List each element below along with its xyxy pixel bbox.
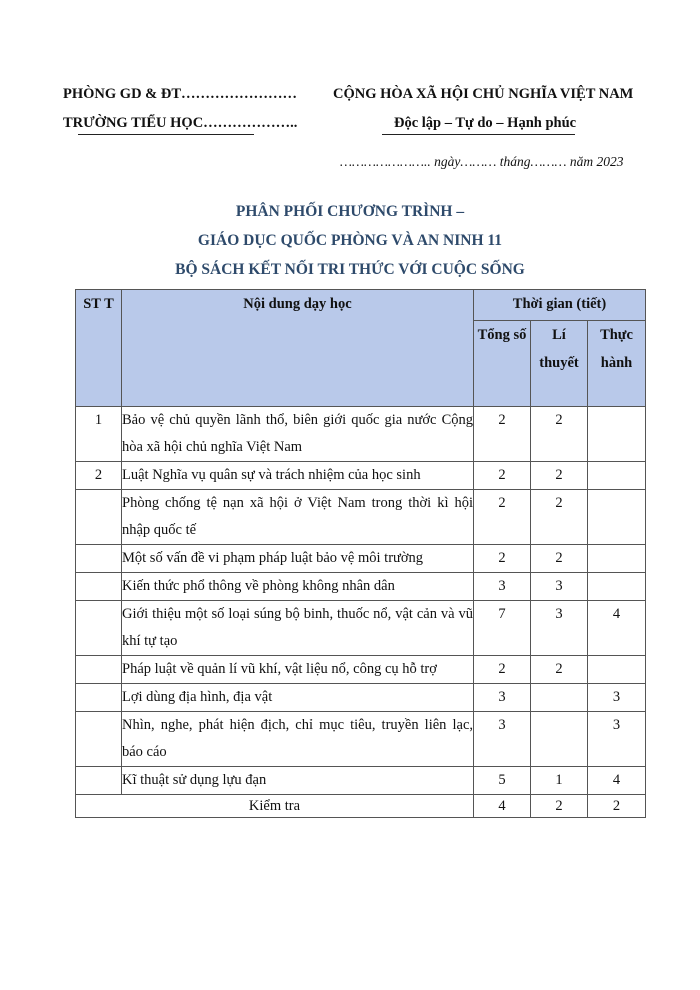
row-practice	[588, 545, 646, 573]
table-row	[76, 490, 646, 545]
motto-label: Độc lập – Tự do – Hạnh phúc	[394, 115, 577, 131]
date-line: ………………….. ngày……… tháng……… năm 2023	[340, 154, 624, 169]
row-stt	[76, 767, 122, 795]
row-practice: 4	[588, 767, 646, 795]
row-stt	[76, 656, 122, 684]
row-total: 2	[474, 462, 531, 490]
row-practice	[588, 656, 646, 684]
motto-underline	[382, 134, 575, 135]
row-total: 7	[474, 601, 531, 656]
table-row	[76, 767, 646, 795]
row-total: 2	[474, 490, 531, 545]
col-header-theory: Lí thuyết	[531, 321, 588, 407]
row-theory: 2	[531, 656, 588, 684]
row-theory: 3	[531, 573, 588, 601]
exam-label: Kiểm tra	[76, 795, 474, 818]
row-content: Kĩ thuật sử dụng lựu đạn	[122, 767, 474, 795]
row-stt	[76, 490, 122, 545]
row-total: 3	[474, 573, 531, 601]
row-total: 2	[474, 545, 531, 573]
row-total: 2	[474, 656, 531, 684]
row-content: Lợi dùng địa hình, địa vật	[122, 684, 474, 712]
row-stt	[76, 712, 122, 767]
row-content: Phòng chống tệ nạn xã hội ở Việt Nam trong thời kì hội nhập quốc tế	[122, 490, 474, 545]
row-stt: 2	[76, 462, 122, 490]
col-header-content: Nội dung dạy học	[122, 290, 474, 407]
row-theory: 3	[531, 601, 588, 656]
table-row	[76, 573, 646, 601]
exam-total: 4	[474, 795, 531, 818]
row-practice: 3	[588, 712, 646, 767]
table-row	[76, 712, 646, 767]
row-theory: 2	[531, 490, 588, 545]
curriculum-table	[75, 289, 646, 818]
row-theory: 2	[531, 545, 588, 573]
row-stt	[76, 573, 122, 601]
row-theory: 1	[531, 767, 588, 795]
row-theory: 2	[531, 462, 588, 490]
exam-theory: 2	[531, 795, 588, 818]
row-total: 2	[474, 407, 531, 462]
row-total: 5	[474, 767, 531, 795]
school-underline	[78, 134, 254, 135]
row-practice	[588, 573, 646, 601]
exam-practice: 2	[588, 795, 646, 818]
row-content: Giới thiệu một số loại súng bộ binh, thuốc nổ, vật cản và vũ khí tự tạo	[122, 601, 474, 656]
table-row	[76, 407, 646, 462]
school-label: TRƯỜNG TIỂU HỌC………………..	[63, 115, 298, 131]
col-header-stt: ST T	[76, 290, 122, 407]
row-total: 3	[474, 712, 531, 767]
row-content: Bảo vệ chủ quyền lãnh thổ, biên giới quốc gia nước Cộng hòa xã hội chủ nghĩa Việt Nam	[122, 407, 474, 462]
row-practice: 4	[588, 601, 646, 656]
row-theory	[531, 684, 588, 712]
doc-title-line-1: PHÂN PHỐI CHƯƠNG TRÌNH –	[235, 203, 465, 220]
table-row	[76, 684, 646, 712]
table-row	[76, 545, 646, 573]
republic-label: CỘNG HÒA XÃ HỘI CHỦ NGHĨA VIỆT NAM	[333, 86, 634, 102]
row-practice	[588, 490, 646, 545]
table-row	[76, 462, 646, 490]
row-content: Nhìn, nghe, phát hiện địch, chỉ mục tiêu, truyền liên lạc, báo cáo	[122, 712, 474, 767]
row-stt	[76, 684, 122, 712]
row-practice	[588, 462, 646, 490]
table-row-exam	[76, 795, 646, 818]
row-stt	[76, 601, 122, 656]
table-row	[76, 601, 646, 656]
row-content: Luật Nghĩa vụ quân sự và trách nhiệm của học sinh	[122, 462, 474, 490]
row-practice	[588, 407, 646, 462]
doc-title-line-3: BỘ SÁCH KẾT NỐI TRI THỨC VỚI CUỘC SỐNG	[175, 261, 525, 278]
col-header-total: Tổng số	[474, 321, 531, 407]
col-header-practice: Thực hành	[588, 321, 646, 407]
row-stt: 1	[76, 407, 122, 462]
row-total: 3	[474, 684, 531, 712]
row-content: Kiến thức phổ thông về phòng không nhân dân	[122, 573, 474, 601]
col-header-time: Thời gian (tiết)	[474, 290, 646, 321]
table-row	[76, 656, 646, 684]
row-theory	[531, 712, 588, 767]
row-content: Một số vấn đề vi phạm pháp luật bảo vệ môi trường	[122, 545, 474, 573]
row-practice: 3	[588, 684, 646, 712]
row-theory: 2	[531, 407, 588, 462]
row-stt	[76, 545, 122, 573]
doc-title-line-2: GIÁO DỤC QUỐC PHÒNG VÀ AN NINH 11	[197, 232, 503, 249]
row-content: Pháp luật về quản lí vũ khí, vật liệu nổ, công cụ hỗ trợ	[122, 656, 474, 684]
department-label: PHÒNG GD & ĐT……………………	[63, 86, 298, 102]
